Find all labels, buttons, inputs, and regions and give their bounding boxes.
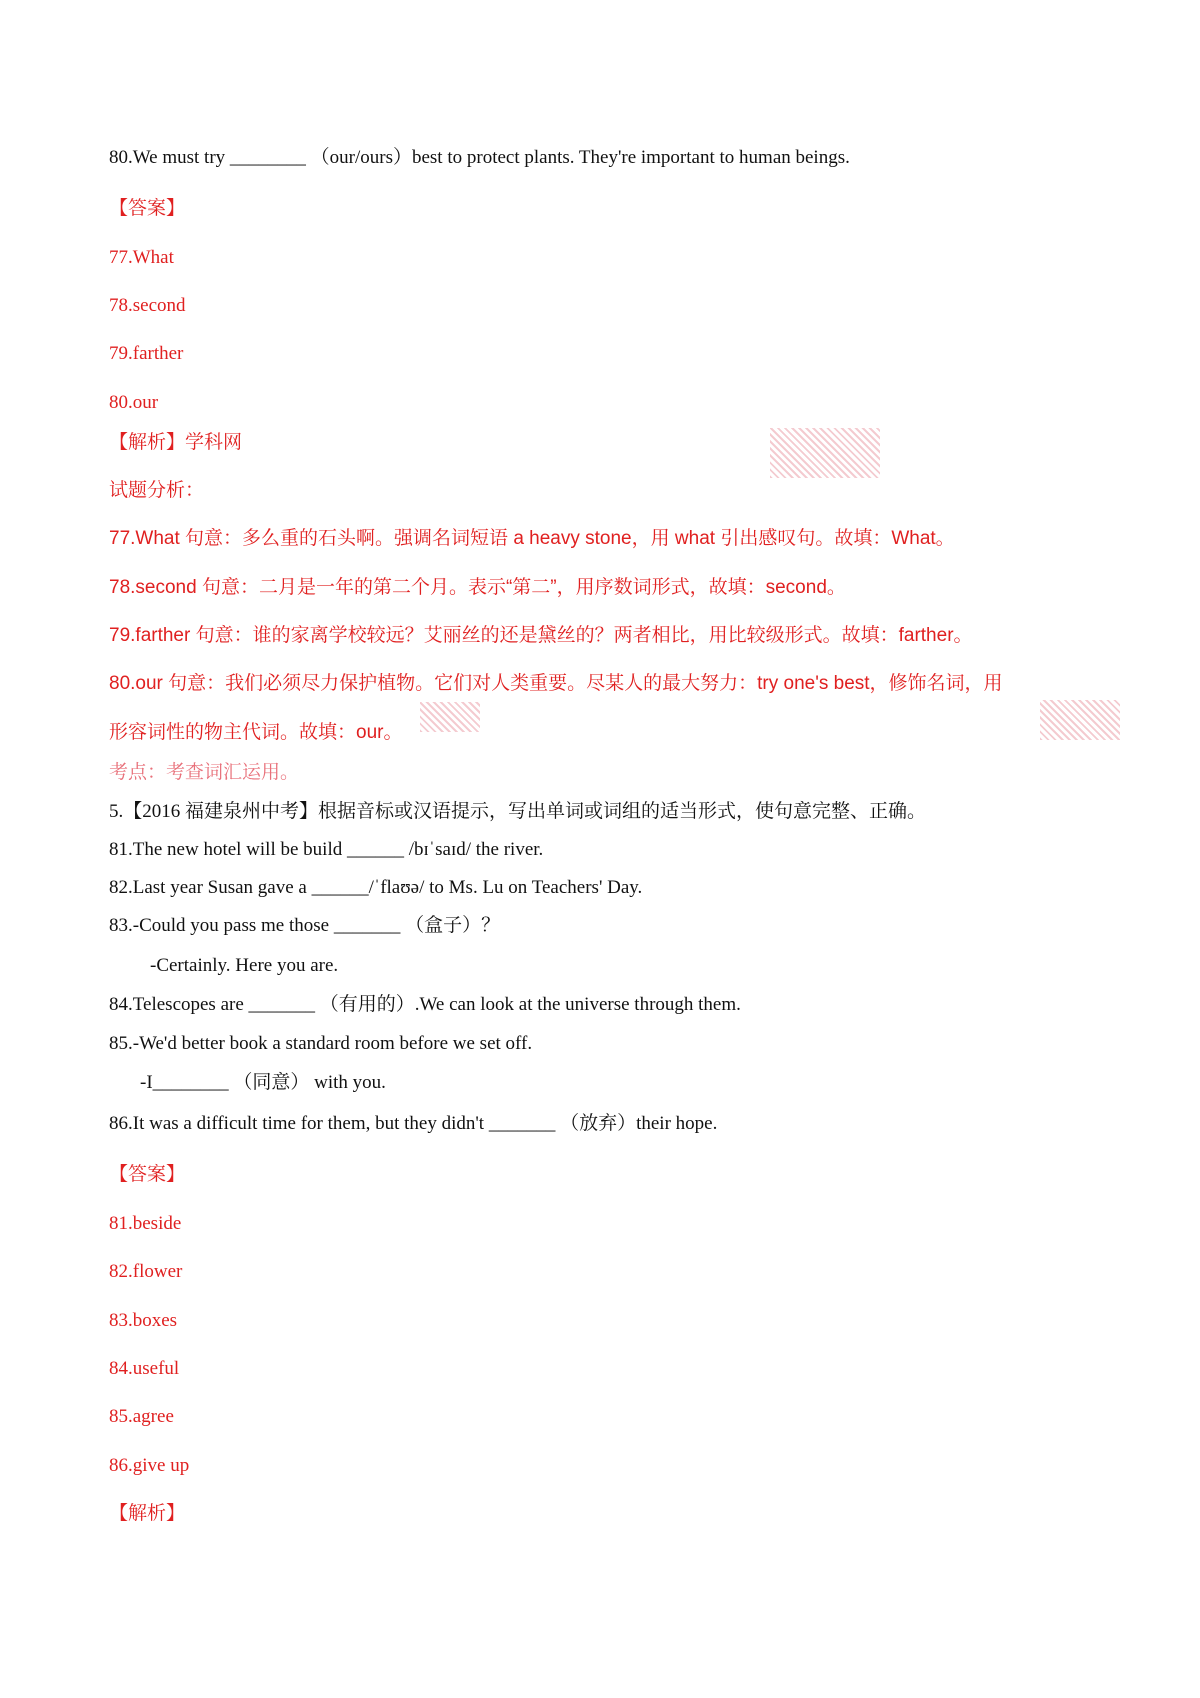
explanation-79: 79.farther 句意：谁的家离学校较远？艾丽丝的还是黛丝的？两者相比，用比较级形式。故填：farther。 (109, 625, 973, 646)
question-85-reply: -I________ （同意） with you. (140, 1072, 386, 1093)
question-86: 86.It was a difficult time for them, but they didn't _______ （放弃）their hope. (109, 1113, 718, 1134)
kaodian-note: 考点：考查词汇运用。 (109, 762, 300, 783)
explanation-77: 77.What 句意：多么重的石头啊。强调名词短语 a heavy stone，用 what 引出感叹句。故填：What。 (109, 528, 955, 549)
analysis-heading-1: 【解析】学科网 (109, 432, 243, 453)
answer-82: 82.flower (109, 1261, 183, 1282)
question-84: 84.Telescopes are _______ （有用的）.We can look at the universe through them. (109, 994, 741, 1015)
explanation-78: 78.second 句意：二月是一年的第二个月。表示“第二”，用序数词形式，故填：second。 (109, 577, 846, 598)
answer-81: 81.beside (109, 1213, 182, 1234)
question-83-reply: -Certainly. Here you are. (150, 955, 339, 976)
answer-86: 86.give up (109, 1455, 190, 1476)
question-80: 80.We must try ________ （our/ours）best to protect plants. They're important to human beings. (109, 147, 850, 168)
analysis-heading-2: 【解析】 (109, 1503, 186, 1524)
answer-79: 79.farther (109, 343, 184, 364)
answer-heading-2: 【答案】 (109, 1164, 186, 1185)
answer-84: 84.useful (109, 1358, 180, 1379)
question-81: 81.The new hotel will be build ______ /bɪˈsaɪd/ the river. (109, 839, 544, 860)
question-85: 85.-We'd better book a standard room before we set off. (109, 1033, 533, 1054)
explanation-80-part2: 形容词性的物主代词。故填：our。 (109, 722, 403, 743)
watermark-pattern (1040, 700, 1120, 740)
answer-heading-1: 【答案】 (109, 198, 186, 219)
question-83: 83.-Could you pass me those _______ （盒子）？ (109, 915, 501, 936)
answer-85: 85.agree (109, 1406, 174, 1427)
answer-80: 80.our (109, 392, 159, 413)
question-82: 82.Last year Susan gave a ______/ˈflaʊə/ to Ms. Lu on Teachers' Day. (109, 877, 643, 898)
answer-77: 77.What (109, 247, 174, 268)
section-5-instruction: 5.【2016 福建泉州中考】根据音标或汉语提示，写出单词或词组的适当形式，使句意完整、正确。 (109, 801, 927, 822)
answer-78: 78.second (109, 295, 186, 316)
watermark-pattern (770, 428, 880, 478)
answer-83: 83.boxes (109, 1310, 178, 1331)
analysis-subtitle: 试题分析： (109, 480, 205, 501)
explanation-80-part1: 80.our 句意：我们必须尽力保护植物。它们对人类重要。尽某人的最大努力：try one's best，修饰名词，用 (109, 673, 1003, 694)
watermark-pattern (420, 702, 480, 732)
